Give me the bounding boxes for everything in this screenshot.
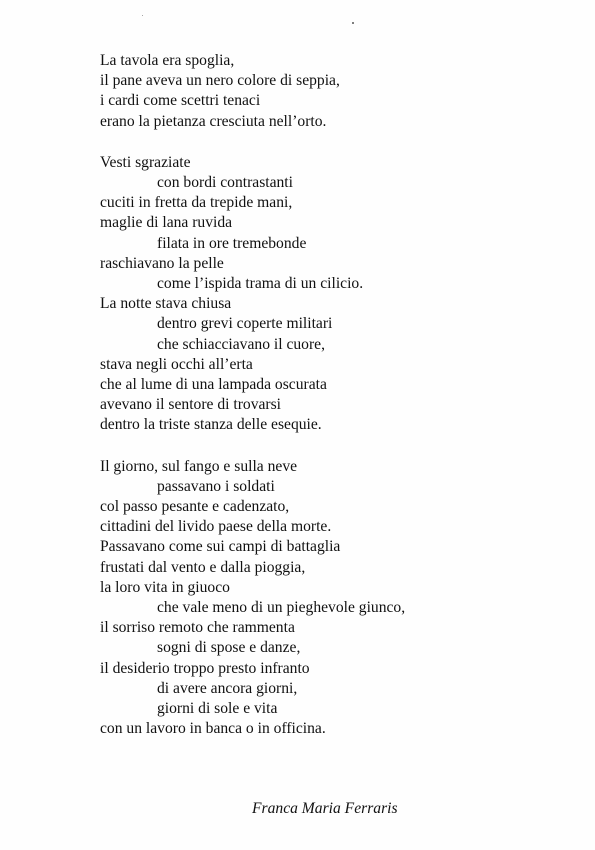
poem-line: La tavola era spoglia,: [100, 52, 235, 69]
poem-line: il pane aveva un nero colore di seppia,: [100, 72, 340, 90]
scan-speck: [352, 22, 354, 24]
poem-line: cuciti in fretta da trepide mani,: [100, 194, 293, 212]
poem-line: con un lavoro in banca o in officina.: [100, 720, 326, 738]
poem-line: cittadini del livido paese della morte.: [100, 518, 332, 536]
poem-line: frustati dal vento e dalla pioggia,: [100, 558, 306, 576]
poem-line-indented: passavano i soldati: [157, 477, 275, 495]
author-signature: Franca Maria Ferraris: [252, 800, 398, 817]
poem-line: maglie di lana ruvida: [100, 214, 233, 232]
poem-line: Vesti sgraziate: [100, 153, 191, 171]
poem-line: che al lume di una lampada oscurata: [100, 376, 327, 394]
stanza: [100, 51, 570, 132]
poem-line: stava negli occhi all’erta: [100, 355, 253, 373]
poem-line-indented: dentro grevi coperte militari: [157, 315, 333, 333]
poem-line: erano la pietanza cresciuta nell’orto.: [100, 112, 327, 130]
stanza: [100, 153, 570, 436]
poem-line-indented: giorni di sole e vita: [157, 700, 278, 718]
poem-line: Passavano come sui campi di battaglia: [100, 538, 341, 556]
poem-line-indented: come l’ispida trama di un cilicio.: [157, 275, 364, 293]
poem-line: avevano il sentore di trovarsi: [100, 396, 282, 414]
poem-line: La notte stava chiusa: [100, 295, 232, 313]
poem-line: dentro la triste stanza delle esequie.: [100, 416, 322, 434]
poem-line: col passo pesante e cadenzato,: [100, 498, 290, 516]
poem-line: Il giorno, sul fango e sulla neve: [100, 457, 298, 475]
poem-line-indented: con bordi contrastanti: [157, 174, 293, 192]
poem-line: il sorriso remoto che rammenta: [100, 619, 295, 637]
poem-line-indented: sogni di spose e danze,: [157, 639, 301, 657]
poem-line-indented: che schiacciavano il cuore,: [157, 335, 325, 353]
poem-line: i cardi come scettri tenaci: [100, 92, 261, 110]
poem-line-indented: di avere ancora giorni,: [157, 679, 298, 697]
poem-line: raschiavano la pelle: [100, 254, 224, 272]
poem-line-indented: filata in ore tremebonde: [157, 234, 307, 252]
poem: [100, 51, 570, 740]
poem-line: il desiderio troppo presto infranto: [100, 659, 310, 677]
poem-line: la loro vita in giuoco: [100, 578, 230, 596]
scan-speck: [142, 15, 143, 16]
stanza: [100, 457, 570, 740]
poem-line-indented: che vale meno di un pieghevole giunco,: [157, 599, 406, 617]
